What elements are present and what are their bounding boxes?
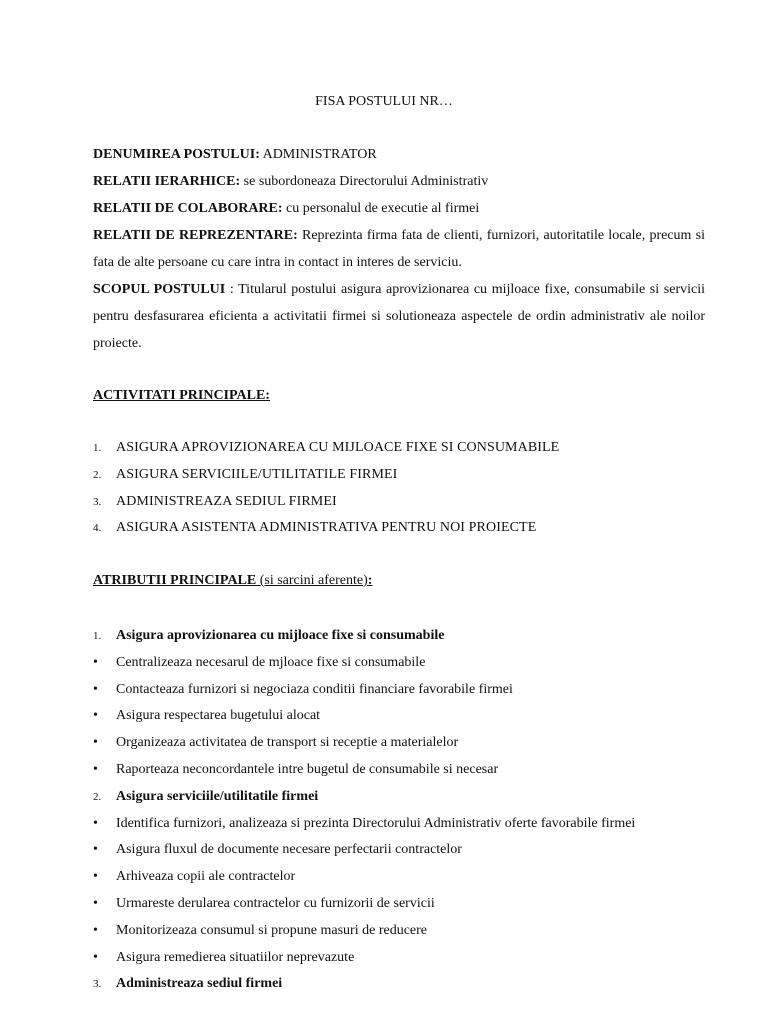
atributii-list (93, 623, 713, 998)
item-text: Organizeaza activitatea de transport si receptie a materialelor (116, 735, 459, 751)
ierarhice-label: RELATII IERARHICE: (93, 174, 241, 189)
scop-value: : Titularul postului asigura aprovizionarea cu mijloace fixe, consumabile si servicii pentru desfasurarea eficienta a activitatii firmei si solutioneaza aspectele de ordin administrativ ale noilor proiecte. (93, 282, 705, 351)
list-item (93, 650, 713, 677)
list-item (93, 730, 713, 757)
denumire-label: DENUMIREA POSTULUI: (93, 147, 260, 162)
item-text: Asigura fluxul de documente necesare perfectarii contractelor (116, 842, 462, 858)
group-title-row (93, 623, 713, 650)
item-text: Urmareste derularea contractelor cu furnizorii de servicii (116, 895, 435, 911)
bullet-icon: • (93, 895, 98, 911)
item-number: 2. (93, 468, 102, 481)
bullet-icon: • (93, 869, 98, 885)
item-text: ASIGURA SERVICIILE/UTILITATILE FIRMEI (116, 466, 398, 482)
item-number: 1. (93, 442, 102, 454)
list-item (93, 757, 713, 784)
list-item (93, 811, 713, 838)
bullet-icon: • (93, 922, 98, 938)
scop-label: SCOPUL POSTULUI (93, 282, 226, 297)
bullet-icon: • (93, 842, 98, 858)
bullet-icon: • (93, 949, 98, 965)
field-reprezentare (93, 222, 705, 276)
list-item (93, 677, 713, 704)
group-title-row (93, 971, 713, 998)
ierarhice-value: se subordoneaza Directorului Administrativ (240, 174, 489, 189)
field-ierarhice (93, 168, 705, 195)
list-item (93, 945, 713, 972)
bullet-icon: • (93, 708, 98, 724)
atributii-heading-bold: ATRIBUTII PRINCIPALE (93, 573, 257, 588)
bullet-icon: • (93, 735, 98, 751)
colaborare-label: RELATII DE COLABORARE: (93, 201, 283, 216)
item-text: Monitorizeaza consumul si propune masuri de reducere (116, 922, 428, 938)
bullet-icon: • (93, 654, 98, 670)
item-number: 4. (93, 522, 102, 535)
field-denumire (93, 141, 705, 168)
group-title-row (93, 784, 713, 811)
item-text: Asigura remedierea situatiilor neprevazute (116, 949, 355, 965)
bullet-icon: • (93, 761, 98, 777)
group-number: 1. (93, 630, 102, 642)
group-title: Asigura aprovizionarea cu mijloace fixe si consumabile (116, 628, 445, 643)
list-item (93, 515, 713, 542)
list-item (93, 918, 713, 945)
list-item (93, 462, 713, 489)
list-item (93, 435, 713, 462)
document-title: FISA POSTULUI NR… (315, 94, 453, 109)
field-scop (93, 276, 705, 357)
group-number: 3. (93, 978, 102, 991)
group-title: Administreaza sediul firmei (116, 976, 283, 992)
list-item (93, 864, 713, 891)
activitati-list (93, 435, 713, 542)
list-item (93, 837, 713, 864)
reprezentare-label: RELATII DE REPREZENTARE: (93, 228, 298, 243)
item-number: 3. (93, 495, 102, 508)
reprezentare-value: Reprezinta firma fata de clienti, furnizori, autoritatile locale, precum si fata de alte persoane cu care intra in contact in interes de serviciu. (93, 228, 705, 270)
item-text: Contacteaza furnizori si negociaza conditii financiare favorabile firmei (116, 681, 513, 697)
list-item (93, 489, 713, 516)
atributii-heading (93, 573, 372, 589)
list-item (93, 891, 713, 918)
item-text: Raporteaza neconcordantele intre bugetul de consumabile si necesar (116, 761, 499, 777)
field-colaborare (93, 195, 705, 222)
item-text: ADMINISTREAZA SEDIUL FIRMEI (116, 493, 337, 509)
item-text: ASIGURA APROVIZIONAREA CU MIJLOACE FIXE SI CONSUMABILE (116, 440, 560, 455)
item-text: Identifica furnizori, analizeaza si prezinta Directorului Administrativ oferte favorabile firmei (116, 815, 636, 831)
atributii-heading-colon: : (367, 573, 373, 588)
bullet-icon: • (93, 681, 98, 697)
group-title: Asigura serviciile/utilitatile firmei (116, 788, 319, 804)
item-text: Asigura respectarea bugetului alocat (116, 708, 321, 724)
list-item (93, 703, 713, 730)
activitati-heading: ACTIVITATI PRINCIPALE: (93, 388, 270, 403)
colaborare-value: cu personalul de executie al firmei (282, 201, 480, 216)
denumire-value: ADMINISTRATOR (259, 147, 377, 162)
bullet-icon: • (93, 815, 98, 831)
item-text: Centralizeaza necesarul de mjloace fixe si consumabile (116, 654, 426, 670)
group-number: 2. (93, 790, 102, 803)
item-text: Arhiveaza copii ale contractelor (116, 869, 296, 885)
item-text: ASIGURA ASISTENTA ADMINISTRATIVA PENTRU NOI PROIECTE (116, 520, 537, 536)
atributii-heading-normal: (si sarcini aferente) (256, 573, 368, 588)
